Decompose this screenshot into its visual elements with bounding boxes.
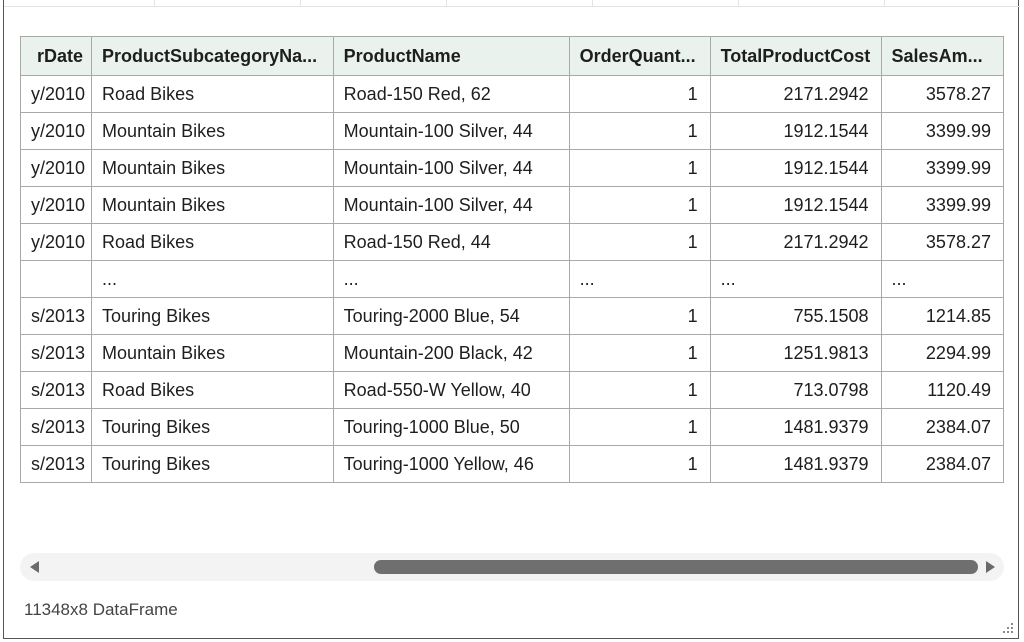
totalproductcost-cell: 713.0798 [710, 372, 881, 409]
orderdate-cell: s/2013 [21, 446, 92, 483]
productname-cell: Road-150 Red, 44 [333, 224, 569, 261]
column-header-salesamount[interactable]: SalesAm... [881, 37, 1003, 76]
column-header-orderdate[interactable]: rDate [21, 37, 92, 76]
productname-cell: Mountain-100 Silver, 44 [333, 113, 569, 150]
dataframe-viewer [3, 0, 1019, 639]
productname-cell: Mountain-100 Silver, 44 [333, 187, 569, 224]
salesamount-cell: 2384.07 [881, 446, 1003, 483]
totalproductcost-cell: 1481.9379 [710, 409, 881, 446]
subcategory-cell: Road Bikes [92, 224, 334, 261]
subcategory-cell: Road Bikes [92, 76, 334, 113]
resize-grip-icon[interactable] [1002, 622, 1014, 634]
totalproductcost-cell: 2171.2942 [710, 224, 881, 261]
productname-cell: Touring-1000 Blue, 50 [333, 409, 569, 446]
subcategory-cell: Mountain Bikes [92, 335, 334, 372]
productname-cell: Mountain-100 Silver, 44 [333, 150, 569, 187]
table-row[interactable] [21, 446, 1004, 483]
orderdate-cell [21, 261, 92, 298]
orderdate-cell: s/2013 [21, 372, 92, 409]
dataframe-table [20, 36, 1004, 483]
table-row[interactable] [21, 298, 1004, 335]
orderdate-cell: y/2010 [21, 224, 92, 261]
totalproductcost-cell: 1912.1544 [710, 150, 881, 187]
table-row[interactable] [21, 409, 1004, 446]
subcategory-cell: Mountain Bikes [92, 150, 334, 187]
dataframe-shape-label: 11348x8 DataFrame [24, 600, 178, 619]
productname-cell: Touring-2000 Blue, 54 [333, 298, 569, 335]
productname-cell: ... [333, 261, 569, 298]
orderquantity-cell: 1 [569, 187, 710, 224]
table-row[interactable] [21, 224, 1004, 261]
column-header-totalproductcost[interactable]: TotalProductCost [710, 37, 881, 76]
orderquantity-cell: 1 [569, 76, 710, 113]
totalproductcost-cell: 1481.9379 [710, 446, 881, 483]
orderdate-cell: y/2010 [21, 150, 92, 187]
orderquantity-cell: 1 [569, 335, 710, 372]
salesamount-cell: 3399.99 [881, 150, 1003, 187]
column-header-orderquantity[interactable]: OrderQuant... [569, 37, 710, 76]
subcategory-cell: ... [92, 261, 334, 298]
horizontal-scrollbar[interactable] [20, 553, 1004, 581]
productname-cell: Road-150 Red, 62 [333, 76, 569, 113]
salesamount-cell: ... [881, 261, 1003, 298]
salesamount-cell: 2384.07 [881, 409, 1003, 446]
table-row[interactable] [21, 113, 1004, 150]
salesamount-cell: 1120.49 [881, 372, 1003, 409]
orderquantity-cell: 1 [569, 224, 710, 261]
subcategory-cell: Mountain Bikes [92, 113, 334, 150]
table-viewport[interactable] [20, 36, 1004, 496]
productname-cell: Touring-1000 Yellow, 46 [333, 446, 569, 483]
orderquantity-cell: 1 [569, 409, 710, 446]
salesamount-cell: 3399.99 [881, 187, 1003, 224]
scroll-left-arrow-icon[interactable] [30, 561, 39, 573]
table-row[interactable] [21, 335, 1004, 372]
subcategory-cell: Mountain Bikes [92, 187, 334, 224]
sheet-gridline-strip [4, 0, 1020, 7]
productname-cell: Road-550-W Yellow, 40 [333, 372, 569, 409]
totalproductcost-cell: 2171.2942 [710, 76, 881, 113]
salesamount-cell: 1214.85 [881, 298, 1003, 335]
orderdate-cell: s/2013 [21, 409, 92, 446]
salesamount-cell: 3578.27 [881, 76, 1003, 113]
orderdate-cell: y/2010 [21, 113, 92, 150]
orderquantity-cell: 1 [569, 298, 710, 335]
subcategory-cell: Road Bikes [92, 372, 334, 409]
orderquantity-cell: 1 [569, 150, 710, 187]
scroll-right-arrow-icon[interactable] [986, 561, 995, 573]
orderquantity-cell: 1 [569, 113, 710, 150]
salesamount-cell: 3399.99 [881, 113, 1003, 150]
orderquantity-cell: ... [569, 261, 710, 298]
table-row[interactable] [21, 187, 1004, 224]
table-row[interactable] [21, 76, 1004, 113]
salesamount-cell: 2294.99 [881, 335, 1003, 372]
productname-cell: Mountain-200 Black, 42 [333, 335, 569, 372]
salesamount-cell: 3578.27 [881, 224, 1003, 261]
subcategory-cell: Touring Bikes [92, 446, 334, 483]
totalproductcost-cell: 1912.1544 [710, 187, 881, 224]
header-row [21, 37, 1004, 76]
totalproductcost-cell: 755.1508 [710, 298, 881, 335]
orderdate-cell: y/2010 [21, 187, 92, 224]
totalproductcost-cell: 1251.9813 [710, 335, 881, 372]
subcategory-cell: Touring Bikes [92, 409, 334, 446]
orderquantity-cell: 1 [569, 446, 710, 483]
scrollbar-thumb[interactable] [374, 560, 978, 574]
totalproductcost-cell: 1912.1544 [710, 113, 881, 150]
table-row[interactable] [21, 150, 1004, 187]
table-row[interactable] [21, 261, 1004, 298]
orderdate-cell: s/2013 [21, 298, 92, 335]
totalproductcost-cell: ... [710, 261, 881, 298]
subcategory-cell: Touring Bikes [92, 298, 334, 335]
table-row[interactable] [21, 372, 1004, 409]
orderquantity-cell: 1 [569, 372, 710, 409]
orderdate-cell: s/2013 [21, 335, 92, 372]
orderdate-cell: y/2010 [21, 76, 92, 113]
column-header-productsubcategoryname[interactable]: ProductSubcategoryNa... [92, 37, 334, 76]
column-header-productname[interactable]: ProductName [333, 37, 569, 76]
